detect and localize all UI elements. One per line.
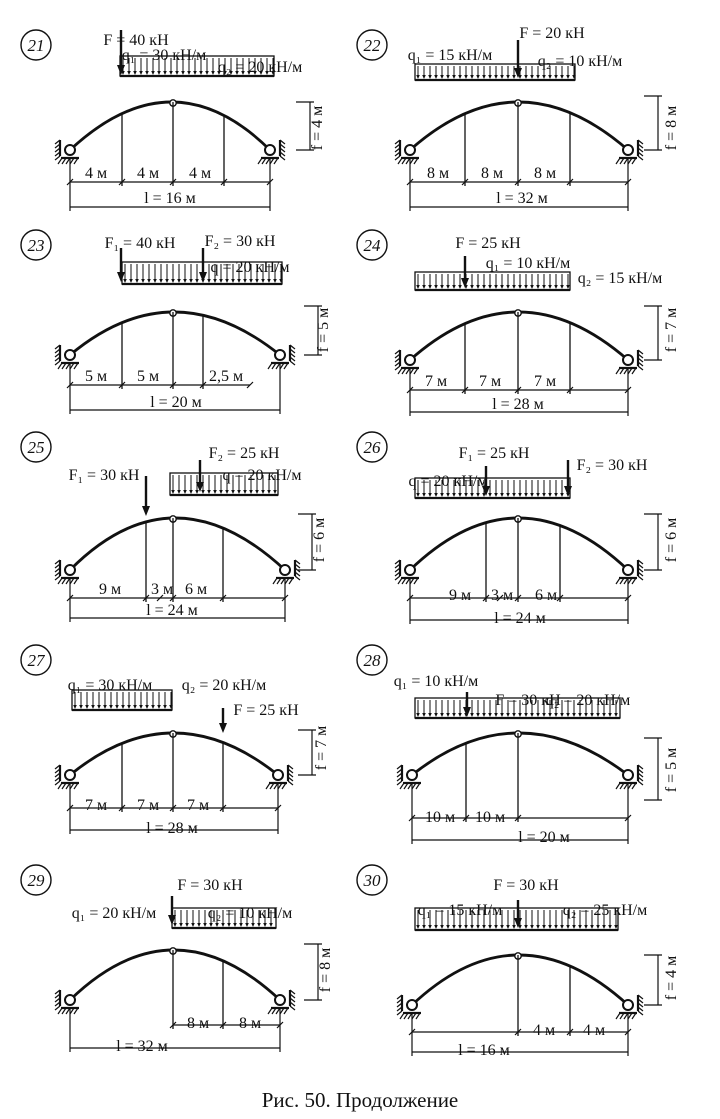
- diagram-label: q₁ = 30 кН/м: [121, 47, 207, 64]
- panel-number-badge: [21, 30, 51, 60]
- diagram-label: F = 25 кН: [233, 702, 299, 719]
- arch-panel-21: [21, 30, 326, 211]
- panel-number-badge: [21, 432, 51, 462]
- arch-panel-26: [357, 432, 680, 627]
- arch-curve: [410, 312, 628, 360]
- diagram-label: f = 7 м: [313, 725, 330, 771]
- diagram-label: l = 16 м: [458, 1042, 510, 1059]
- diagram-label: 7 м: [533, 373, 557, 390]
- diagram-label: 7 м: [136, 797, 160, 814]
- diagram-label: 3 м: [490, 587, 514, 604]
- diagram-label: 5 м: [84, 368, 108, 385]
- diagram-label: F = 30 кН: [493, 877, 559, 894]
- diagram-label: F₂ = 30 кН: [576, 457, 648, 474]
- distributed-load: [415, 272, 570, 290]
- diagram-label: q₁ = 15 кН/м: [407, 47, 493, 64]
- diagram-label: f = 7 м: [663, 307, 680, 353]
- diagram-label: F₁ = 30 кН: [68, 467, 140, 484]
- point-force-arrow: [514, 40, 522, 78]
- diagram-label: f = 5 м: [315, 307, 332, 353]
- panel-number: 28: [363, 651, 381, 670]
- diagram-label: q₁ = 20 кН/м: [71, 905, 157, 922]
- panel-number-badge: [21, 865, 51, 895]
- panel-number-badge: [357, 30, 387, 60]
- arch-curve: [70, 102, 270, 150]
- arch-curve: [70, 518, 285, 570]
- diagram-label: q₂ = 10 кН/м: [207, 905, 293, 922]
- diagram-label: f = 6 м: [311, 517, 328, 563]
- panel-number: 23: [27, 236, 45, 255]
- diagram-label: 8 м: [238, 1015, 262, 1032]
- diagram-label: q = 20 кН/м: [210, 259, 290, 276]
- diagram-label: 4 м: [84, 165, 108, 182]
- diagram-label: F₂ = 30 кН: [204, 233, 276, 250]
- diagram-label: 6 м: [184, 581, 208, 598]
- diagram-label: F₁ = 40 кН: [104, 235, 176, 252]
- arch-curve: [410, 518, 628, 570]
- diagram-label: 6 м: [534, 587, 558, 604]
- panel-number: 22: [363, 36, 381, 55]
- diagram-label: q₂ = 25 кН/м: [562, 902, 648, 919]
- diagram-label: 10 м: [474, 809, 506, 826]
- diagram-label: F₂ = 25 кН: [208, 445, 280, 462]
- point-force-arrow: [219, 708, 227, 733]
- diagram-label: q₁ = 30 кН/м: [67, 677, 153, 694]
- diagram-label: 3 м: [150, 581, 174, 598]
- diagram-label: l = 24 м: [494, 610, 546, 627]
- panel-number: 29: [27, 871, 45, 890]
- panel-number-badge: [357, 645, 387, 675]
- arch-curve: [412, 955, 628, 1005]
- diagram-label: F₁ = 25 кН: [458, 445, 530, 462]
- diagram-label: 4 м: [136, 165, 160, 182]
- arch-curve: [412, 733, 628, 775]
- arch-panel-29: [21, 865, 334, 1055]
- panel-number: 25: [27, 438, 45, 457]
- diagram-label: 9 м: [98, 581, 122, 598]
- diagram-label: q = 20 кН/м: [408, 473, 488, 490]
- diagram-label: l = 16 м: [144, 190, 196, 207]
- point-force-arrow: [514, 900, 522, 928]
- diagram-label: q₁ = 10 кН/м: [393, 673, 479, 690]
- arch-panel-30: [357, 865, 680, 1059]
- diagram-label: l = 32 м: [496, 190, 548, 207]
- panel-number: 26: [363, 438, 381, 457]
- diagram-label: q₂ = 20 кН/м: [217, 59, 303, 76]
- diagram-label: q₂ = 10 кН/м: [537, 53, 623, 70]
- diagram-label: l = 20 м: [518, 829, 570, 846]
- panel-number-badge: [357, 432, 387, 462]
- diagram-label: 4 м: [532, 1022, 556, 1039]
- point-force-arrow: [463, 692, 471, 717]
- arch-curve: [70, 950, 280, 1000]
- arch-curve: [70, 312, 280, 355]
- diagram-label: q₁ = 15 кН/м: [417, 902, 503, 919]
- panel-number: 30: [363, 871, 381, 890]
- arch-panel-22: [357, 25, 680, 211]
- arch-panel-23: [21, 230, 332, 414]
- diagram-label: 4 м: [582, 1022, 606, 1039]
- diagram-label: l = 32 м: [116, 1038, 168, 1055]
- diagram-label: 10 м: [424, 809, 456, 826]
- point-force-arrow: [199, 248, 207, 282]
- diagram-label: 8 м: [426, 165, 450, 182]
- diagram-label: 8 м: [186, 1015, 210, 1032]
- panel-number-badge: [357, 230, 387, 260]
- point-force-arrow: [142, 476, 150, 516]
- panel-number-badge: [21, 645, 51, 675]
- diagram-label: l = 24 м: [146, 602, 198, 619]
- diagram-label: 5 м: [136, 368, 160, 385]
- diagram-label: f = 8 м: [663, 105, 680, 151]
- diagram-label: 9 м: [448, 587, 472, 604]
- diagram-label: F = 20 кН: [519, 25, 585, 42]
- diagram-label: q = 20 кН/м: [222, 467, 302, 484]
- diagram-label: q₂ = 20 кН/м: [545, 692, 631, 709]
- diagram-label: 8 м: [480, 165, 504, 182]
- diagram-label: 7 м: [84, 797, 108, 814]
- diagram-label: 7 м: [478, 373, 502, 390]
- diagram-label: F = 30 кН: [495, 692, 561, 709]
- figure-caption: Рис. 50. Продолжение: [261, 1088, 459, 1112]
- diagram-label: 4 м: [188, 165, 212, 182]
- diagram-label: 8 м: [533, 165, 557, 182]
- diagram-label: 2,5 м: [208, 368, 244, 385]
- arch-panel-24: [357, 230, 680, 416]
- diagram-label: f = 4 м: [663, 955, 680, 1001]
- panel-number: 21: [27, 36, 45, 55]
- diagram-label: 7 м: [424, 373, 448, 390]
- diagram-label: l = 20 м: [150, 394, 202, 411]
- panel-number: 24: [363, 236, 381, 255]
- diagram-label: 7 м: [186, 797, 210, 814]
- diagram-label: f = 6 м: [663, 517, 680, 563]
- arch-curve: [70, 733, 278, 775]
- arch-panel-28: [357, 645, 680, 846]
- diagram-label: F = 40 кН: [103, 32, 169, 49]
- point-force-arrow: [117, 248, 125, 282]
- arch-curve: [410, 102, 628, 150]
- arch-panel-27: [21, 645, 330, 837]
- diagram-label: q₂ = 15 кН/м: [577, 270, 663, 287]
- panel-number-badge: [21, 230, 51, 260]
- diagram-label: q₂ = 20 кН/м: [181, 677, 267, 694]
- diagram-label: f = 5 м: [663, 747, 680, 793]
- diagram-label: F = 25 кН: [455, 235, 521, 252]
- arch-panel-25: [21, 432, 328, 622]
- diagram-label: f = 4 м: [309, 105, 326, 151]
- panel-number-badge: [357, 865, 387, 895]
- diagram-label: q₁ = 10 кН/м: [485, 255, 571, 272]
- diagram-label: F = 30 кН: [177, 877, 243, 894]
- diagram-label: l = 28 м: [492, 396, 544, 413]
- panel-number: 27: [27, 651, 45, 670]
- diagram-label: l = 28 м: [146, 820, 198, 837]
- diagram-label: f = 8 м: [317, 947, 334, 993]
